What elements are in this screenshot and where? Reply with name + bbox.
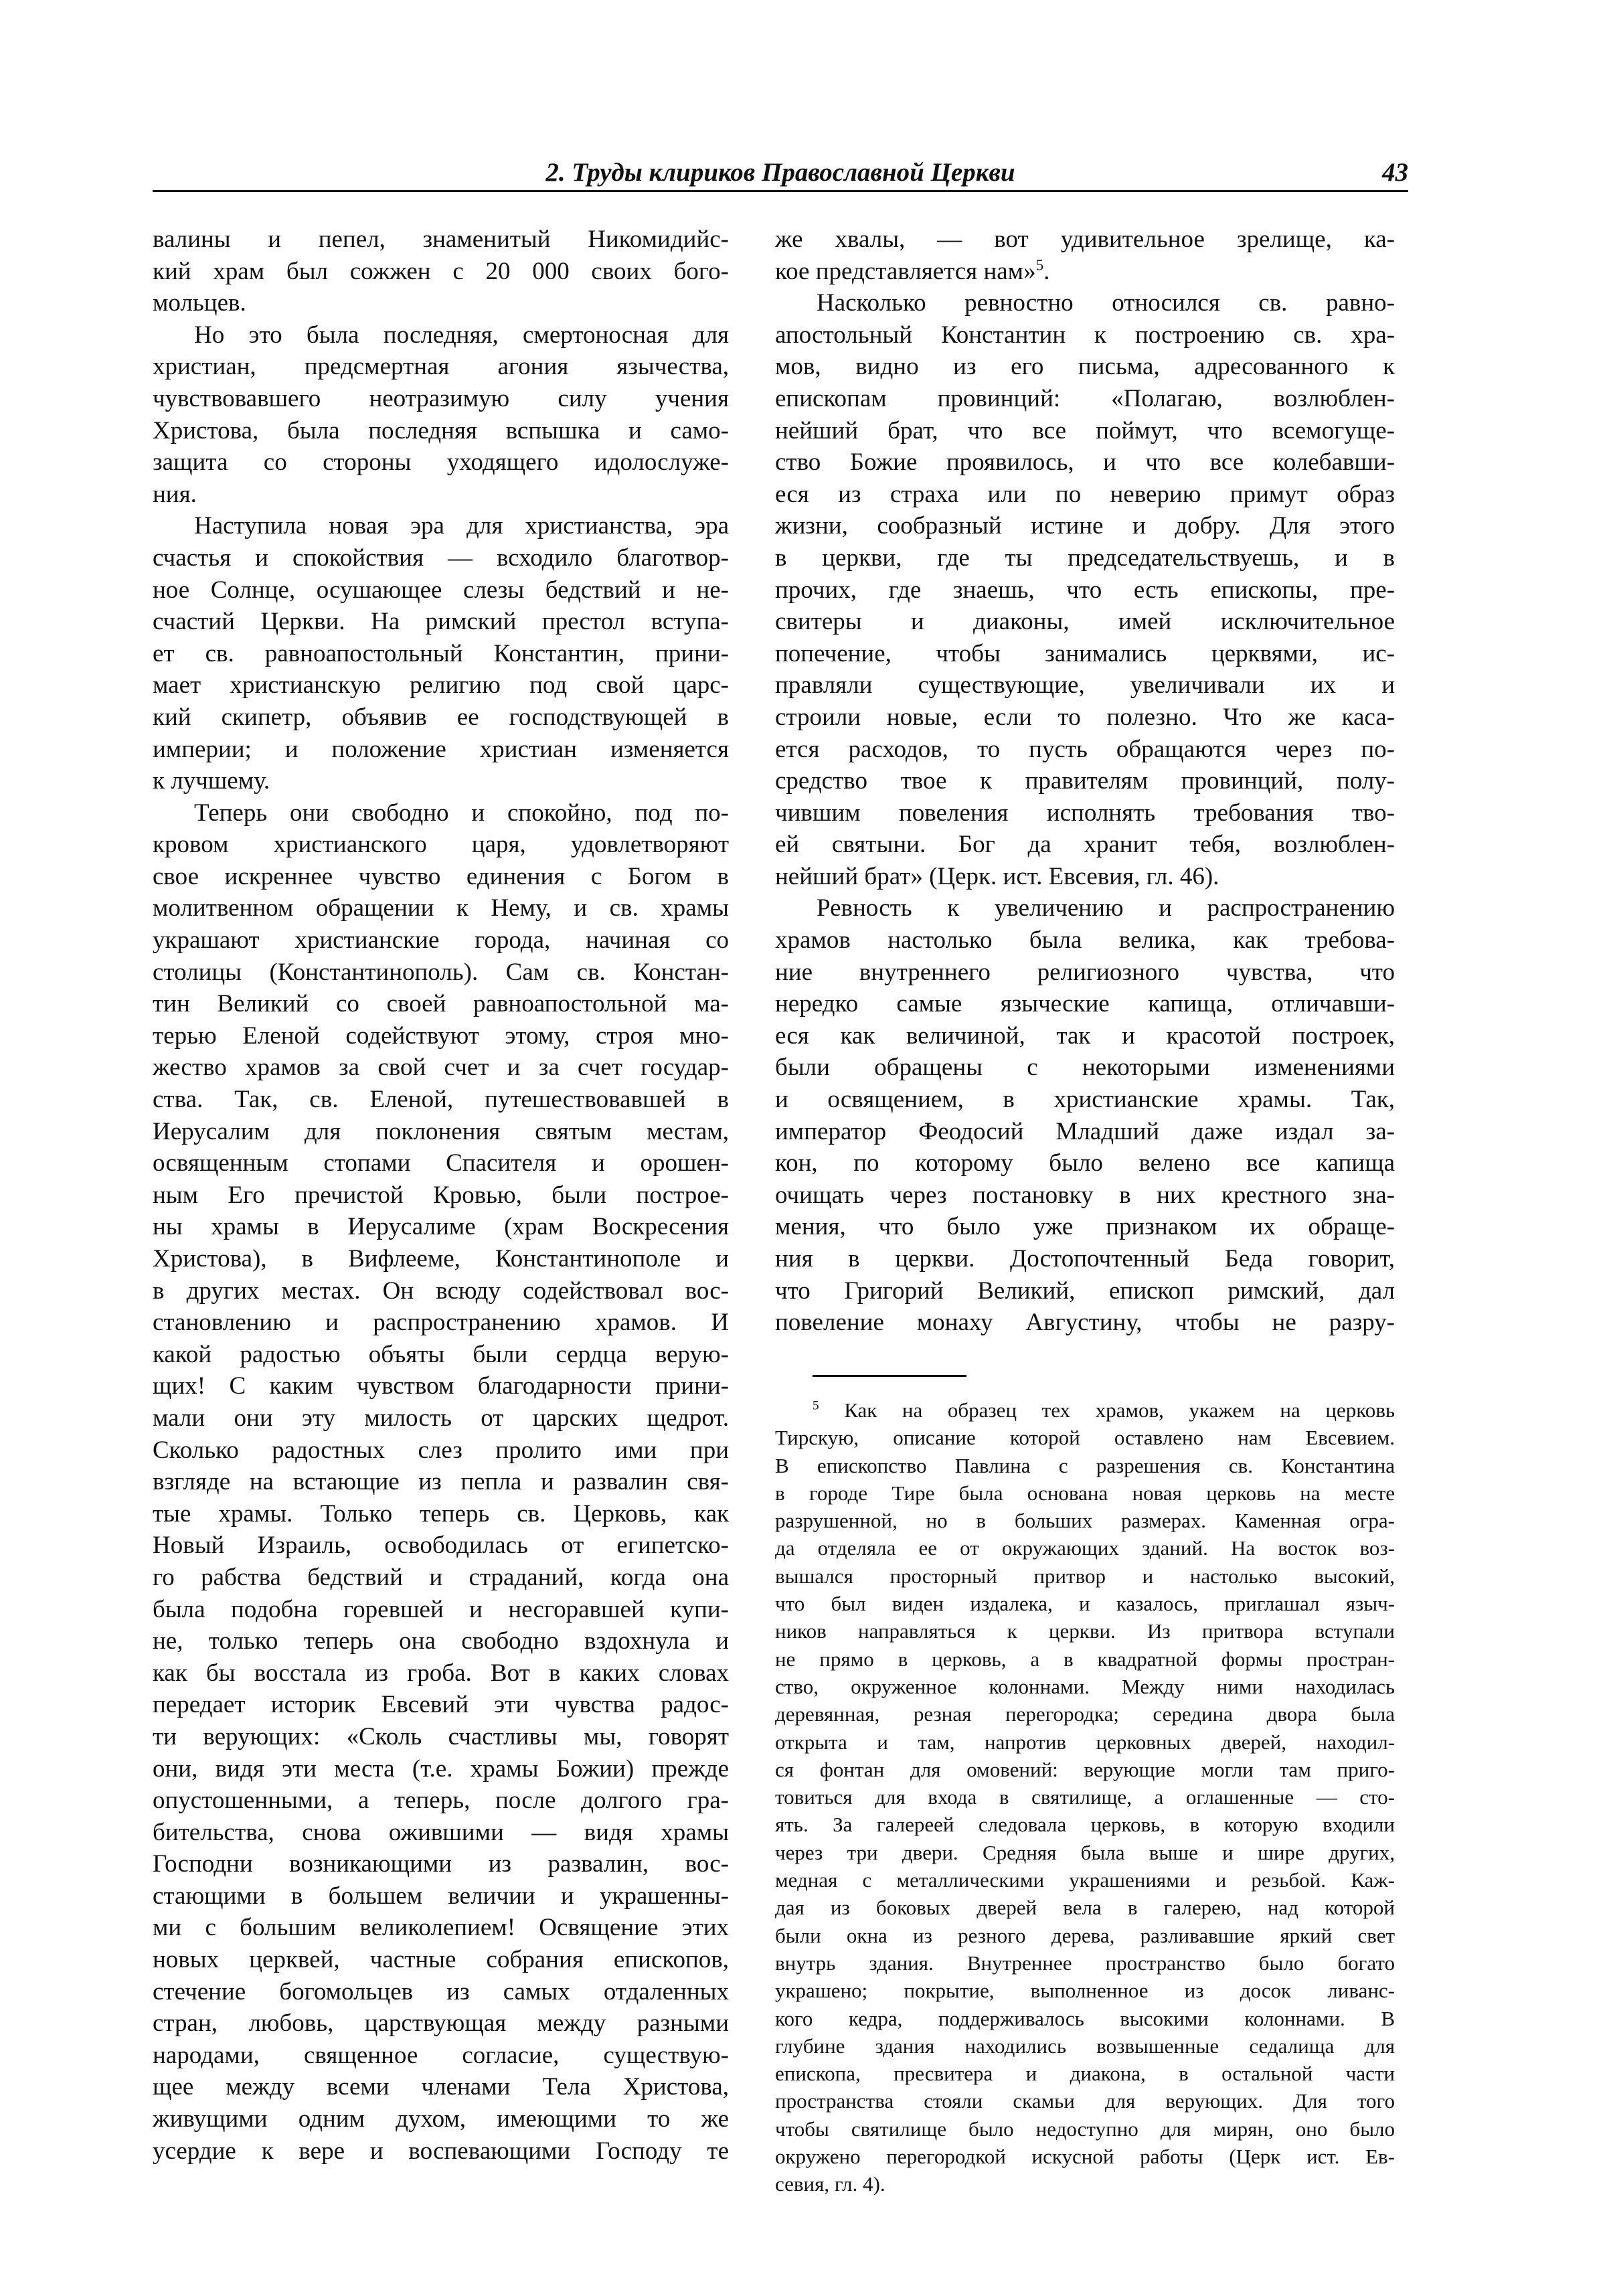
text-line: они, видя эти места (т.е. храмы Божии) прежде [153,1754,729,1783]
footnote-line: в городе Тире была основана новая церковь на месте [775,1481,1395,1505]
text-line: мает христианскую религию под свой царс- [153,671,729,700]
text-line: взгляде на встающие из пепла и развалин свя- [153,1468,729,1496]
footnote-line: ся фонтан для омовений: верующие могли там приго- [775,1757,1395,1781]
text-line: счастий Церкви. На римский престол вступа- [153,608,729,636]
footnote-line: украшено; покрытие, выполненное из досок ливанс- [775,1979,1395,2003]
text-line: кий храм был сожжен с 20 000 своих бого- [153,257,729,285]
footnote-line: не прямо в церковь, а в квадратной формы простран- [775,1647,1395,1671]
text-line: ние внутреннего религиозного чувства, что [775,958,1395,986]
footnote-reference: 5 [1035,256,1044,274]
text-line: ми с большим великолепием! Освящение этих [153,1914,729,1942]
text-line: император Феодосий Младший даже издал за- [775,1117,1395,1145]
text-line: жизни, сообразный истине и добру. Для этого [775,512,1395,540]
footnote-line: кого кедра, поддерживалось высокими колоннами. В [775,2006,1395,2030]
text-line: го рабства бедствий и страданий, когда она [153,1563,729,1591]
text-line: Господни возникающими из развалин, вос- [153,1850,729,1878]
text-line: Сколько радостных слез пролито ими при [153,1436,729,1464]
text-line: новых церквей, частные собрания епископов, [153,1946,729,1974]
text-line: передает историк Евсевий эти чувства радос- [153,1691,729,1719]
text-line: стающими в большем величии и украшенны- [153,1882,729,1910]
text-line: Христова, была последняя вспышка и само- [153,416,729,444]
text-line: стечение богомольцев из самых отдаленных [153,1977,729,2005]
text-line: чившим повеления исполнять требования тво- [775,799,1395,827]
text-line: прочих, где знаешь, что есть епископы, пре- [775,576,1395,604]
footnote-line: пространства стояли скамьи для верующих. Для того [775,2089,1395,2113]
text-line: была подобна горевшей и несгоравшей купи- [153,1595,729,1623]
footnote-line: глубине здания находились возвышенные седалища для [775,2034,1395,2058]
text-line: свитеры и диаконы, имей исключительное [775,608,1395,636]
text-line: жество храмов за свой счет и за счет государ- [153,1054,729,1082]
text-line: кон, по которому было велено все капища [775,1149,1395,1177]
footnote-line: чтобы святилище было недоступно для мирян, оно было [775,2117,1395,2141]
text-line: были обращены с некоторыми изменениями [775,1054,1395,1082]
text-line: Новый Израиль, освободилась от египетско- [153,1532,729,1560]
text-line: счастья и спокойствия — всходило благотвор- [153,544,729,572]
text-line: к лучшему. [153,767,270,795]
footnote-line: севия, гл. 4). [775,2172,885,2196]
text-line: усердие к вере и воспевающими Господу те [153,2137,729,2165]
footnote-line: медная с металлическими украшениями и резьбой. Каж- [775,1868,1395,1892]
text-line: Наступила новая эра для христианства, эра [194,512,729,540]
text-line: ное Солнце, осушающее слезы бедствий и не- [153,576,729,604]
footnote-marker: 5 [813,1398,819,1413]
text-line: терью Еленой содействуют этому, строя мно- [153,1021,729,1050]
text-line: апостольный Константин к построению св. хра- [775,321,1395,349]
text-line: ства. Так, св. Еленой, путешествовавшей в [153,1086,729,1114]
footnote-line: В епископство Павлина с разрешения св. Константина [775,1453,1395,1477]
text-line: щих! С каким чувством благодарности прини- [153,1372,729,1400]
chapter-title: 2. Труды клириков Православной Церкви [545,158,1015,187]
text-line: Ревность к увеличению и распространению [817,894,1395,922]
text-line: опустошенными, а теперь, после долгого гра- [153,1787,729,1815]
footnote-line: Тирскую, описание которой оставлено нам Евсевием. [775,1426,1395,1450]
footnote-line: деревянная, резная перегородка; середина двора была [775,1702,1395,1726]
text-line: становлению и распространению храмов. И [153,1309,729,1337]
text-line: что Григорий Великий, епископ римский, дал [775,1277,1395,1305]
footnote-line: через три двери. Средняя была выше и шире других, [775,1840,1395,1864]
text-line: кое представляется нам»$^5$. [775,256,1050,285]
text-line: епископам провинций: «Полагаю, возлюблен- [775,384,1395,412]
footnote-line: были окна из резного дерева, разливавшие яркий свет [775,1923,1395,1947]
text-line: Иерусалим для поклонения святым местам, [153,1117,729,1145]
text-line: мольцев. [153,289,246,317]
text-line: мения, что было уже признаком их обраще- [775,1213,1395,1241]
text-line: украшают христианские города, начиная со [153,926,729,955]
text-line: чувствовавшего неотразимую силу учения [153,384,729,412]
text-line: очищать через постановку в них крестного зна- [775,1181,1395,1209]
text-line: ей святыни. Бог да хранит тебя, возлюблен- [775,831,1395,859]
text-line: Насколько ревностно относился св. равно- [817,289,1395,317]
text-line: живущими одним духом, имеющими то же [153,2105,729,2133]
text-line: как бы восстала из гроба. Вот в каких словах [153,1659,729,1687]
text-line: ется расходов, то пусть обращаются через по- [775,735,1395,763]
text-line: Христова), в Вифлееме, Константинополе и [153,1245,729,1273]
text-line: правляли существующие, увеличивали их и [775,671,1395,700]
text-line: же хвалы, — вот удивительное зрелище, ка- [775,226,1395,253]
footnote-line: внутрь здания. Внутреннее пространство было богато [775,1951,1395,1975]
footnote-line: вышался просторный притвор и настолько высокий, [775,1564,1395,1588]
footnote [775,1396,1395,2198]
text-line: тин Великий со своей равноапостольной ма- [153,990,729,1018]
text-line: ти верующих: «Сколь счастливы мы, говорят [153,1722,729,1750]
text-line: Теперь они свободно и спокойно, под по- [194,799,729,827]
text-line: какой радостью объяты были сердца верую- [153,1340,729,1368]
text-line: столицы (Константинополь). Сам св. Констан- [153,958,729,986]
footnote-line: епископа, пресвитера и диакона, в остальной части [775,2062,1395,2086]
text-line: еся из страха или по неверию примут образ [775,480,1395,508]
text-line: ет св. равноапостольный Константин, прини- [153,639,729,667]
text-line: средство твое к правителям провинций, полу- [775,767,1395,795]
text-line: стран, любовь, царствующая между разными [153,2010,729,2038]
running-header [153,149,1408,192]
text-line: народами, священное согласие, существую- [153,2041,729,2069]
text-line: нередко самые языческие капища, отличавши- [775,990,1395,1018]
footnote-line [775,1396,1395,1424]
text-line: храмов настолько была велика, как требова- [775,926,1395,955]
right-column [775,224,1395,1339]
left-column [153,224,729,2167]
page-number: 43 [1382,158,1408,187]
text-line: в других местах. Он всюду содействовал вос- [153,1277,729,1305]
footnote-line: ство, окруженное колоннами. Между ними находилась [775,1674,1395,1698]
footnote-line: открыта и там, напротив церковных дверей, находил- [775,1730,1395,1754]
text-line: ны храмы в Иерусалиме (храм Воскресения [153,1213,729,1241]
text-line: мали они эту милость от царских щедрот. [153,1404,729,1432]
footnote-text: Как на образец тех храмов, укажем на церковь [819,1398,1395,1422]
text-line: молитвенном обращении к Нему, и св. храмы [153,894,729,922]
text-line: кровом христианского царя, удовлетворяют [153,831,729,859]
text-line: строили новые, если то полезно. Что же каса- [775,703,1395,731]
text-line: не, только теперь она свободно вздохнула и [153,1627,729,1655]
text-line: Но это была последняя, смертоносная для [194,321,729,349]
text-line: и освящением, в христианские храмы. Так, [775,1086,1395,1114]
footnote-line: ников направляться к церкви. Из притвора вступали [775,1619,1395,1643]
footnote-line: да отделяла ее от окружающих зданий. На восток воз- [775,1536,1395,1560]
text-line: в церкви, где ты председательствуешь, и в [775,544,1395,572]
text-line: ным Его пречистой Кровью, были построе- [153,1181,729,1209]
text-line: освященным стопами Спасителя и орошен- [153,1149,729,1177]
text-line: попечение, чтобы занимались церквями, ис- [775,639,1395,667]
footnote-line: товиться для входа в святилище, а оглашенные — сто- [775,1785,1395,1809]
text-line: свое искреннее чувство единения с Богом в [153,862,729,890]
text-line: мов, видно из его письма, адресованного к [775,353,1395,381]
text-line: повеление монаху Августину, чтобы не разру- [775,1309,1395,1337]
text-line: кий скипетр, объявив ее господствующей в [153,703,729,731]
footnote-line: ять. За галереей следовала церковь, в которую входили [775,1813,1395,1837]
text-line: защита со стороны уходящего идолослуже- [153,448,729,477]
text-line: нейший брат, что все поймут, что всемогуще- [775,416,1395,444]
footnote-line: дая из боковых дверей вела в галерею, над которой [775,1896,1395,1920]
footnote-line: окружено перегородкой искусной работы (Церк ист. Ев- [775,2145,1395,2169]
text-line: нейший брат» (Церк. ист. Евсевия, гл. 46). [775,862,1219,890]
footnote-separator [813,1375,966,1377]
text-line: империи; и положение христиан изменяется [153,735,729,763]
text-line: щее между всеми членами Тела Христова, [153,2073,729,2101]
text-line: бительства, снова ожившими — видя храмы [153,1818,729,1846]
text-line: ство Божие проявилось, и что все колебавши- [775,448,1395,477]
footnote-line: что был виден издалека, и казалось, приглашал языч- [775,1592,1395,1616]
text-line: валины и пепел, знаменитый Никомидийс- [153,226,729,253]
text-line: ния в церкви. Достопочтенный Беда говорит, [775,1245,1395,1273]
text-line: христиан, предсмертная агония язычества, [153,353,729,381]
text-line: ния. [153,480,197,508]
text-line: тые храмы. Только теперь св. Церковь, как [153,1499,729,1528]
text-line: еся как величиной, так и красотой построек, [775,1021,1395,1050]
footnote-line: разрушенной, но в больших размерах. Каменная огра- [775,1509,1395,1533]
